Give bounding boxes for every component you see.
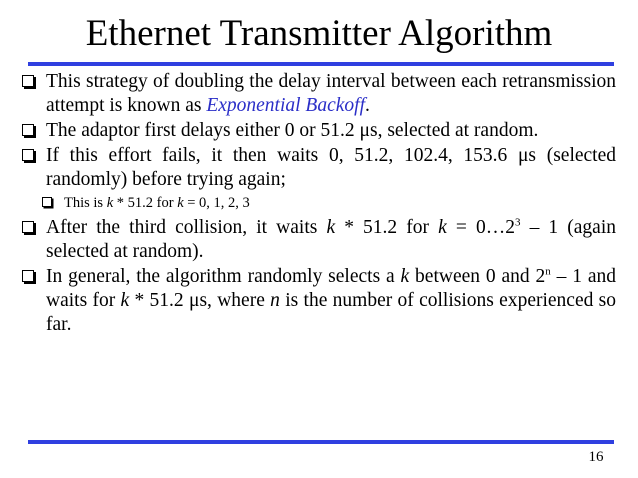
bullet-text: – 1 (again selected at random). [46,217,616,262]
bullet-item [22,265,616,337]
checkbox-bullet-icon [22,149,34,161]
bullet-item [22,144,616,192]
variable-k: k [326,217,336,238]
bullet-text: In general, the algorithm randomly selects a [46,266,401,287]
footer-divider [28,440,614,444]
sub-bullet-item [22,193,616,213]
slide-title: Ethernet Transmitter Algorithm [85,13,553,54]
bullet-text: If this effort fails, it then waits 0, 51.2, 102.4, 153.6 μs (selected randomly) before trying again; [46,145,616,190]
bullet-list [22,70,616,338]
bullet-text: is the number of collisions experienced so far. [46,290,617,335]
bullet-text: . [365,95,370,116]
checkbox-bullet-icon [22,270,34,282]
variable-k: k [177,195,184,211]
variable-k: k [400,266,410,287]
variable-k: k [120,290,130,311]
bullet-text: = 0, 1, 2, 3 [183,195,250,211]
bullet-text: – 1 and waits for [46,266,616,311]
checkbox-bullet-icon [22,221,34,233]
checkbox-bullet-icon [22,75,34,87]
bullet-text: This is [64,195,107,211]
bullet-text: between 0 and 2 [409,266,546,287]
variable-k: k [438,217,447,238]
exponent: 3 [514,216,521,229]
checkbox-bullet-icon [42,197,52,207]
exponent: n [545,265,551,278]
bullet-text: After the third collision, it waits [46,217,327,238]
bullet-text: This strategy of doubling the delay interval between each retransmission attempt is known as [46,71,616,116]
checkbox-bullet-icon [22,124,34,136]
bullet-item [22,216,616,264]
bullet-text: * 51.2 for [113,195,178,211]
emphasis-term: Exponential Backoff [206,95,365,116]
variable-k: k [106,195,114,211]
title-divider [28,62,614,66]
page-number: 16 [588,449,604,465]
bullet-item [22,119,616,143]
bullet-text: * 51.2 μs, where [129,290,271,311]
bullet-item [22,70,616,118]
bullet-text: = 0…2 [446,217,515,238]
variable-n: n [270,290,280,311]
bullet-text: * 51.2 for [335,217,439,238]
bullet-text: The adaptor first delays either 0 or 51.2 μs, selected at random. [46,120,539,141]
